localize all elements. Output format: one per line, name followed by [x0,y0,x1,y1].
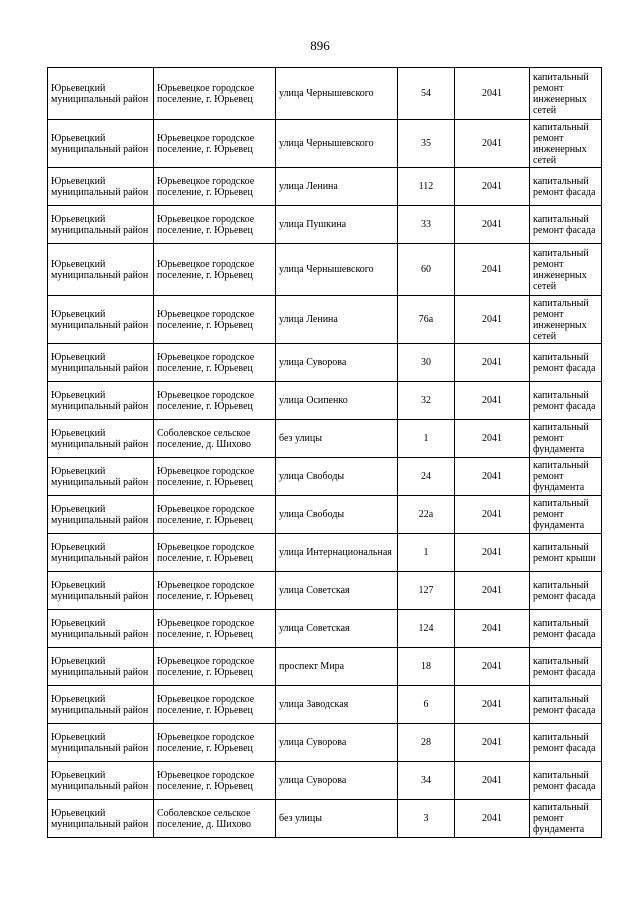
cell-settlement: Соболевское сельское поселение, д. Шихово [154,800,276,838]
table-row [48,344,602,382]
cell-settlement: Юрьевецкое городское поселение, г. Юрьевец [154,382,276,420]
cell-house-number: 54 [398,68,455,120]
table-row [48,724,602,762]
cell-settlement: Юрьевецкое городское поселение, г. Юрьевец [154,496,276,534]
cell-year: 2041 [455,296,530,344]
cell-house-number: 33 [398,206,455,244]
cell-street: улица Чернышевского [276,244,398,296]
table-row [48,496,602,534]
table-row [48,762,602,800]
cell-district: Юрьевецкий муниципальный район [48,800,154,838]
table-body [48,68,602,838]
cell-work-type: капитальный ремонт фундамента [530,458,602,496]
table-row [48,610,602,648]
cell-year: 2041 [455,686,530,724]
cell-work-type: капитальный ремонт фасада [530,686,602,724]
cell-house-number: 6 [398,686,455,724]
cell-work-type: капитальный ремонт инженерных сетей [530,68,602,120]
cell-year: 2041 [455,382,530,420]
cell-house-number: 127 [398,572,455,610]
table-row [48,120,602,168]
cell-district: Юрьевецкий муниципальный район [48,206,154,244]
cell-house-number: 124 [398,610,455,648]
cell-year: 2041 [455,458,530,496]
cell-street: улица Ленина [276,168,398,206]
cell-work-type: капитальный ремонт инженерных сетей [530,244,602,296]
cell-work-type: капитальный ремонт фасада [530,724,602,762]
cell-street: улица Свободы [276,458,398,496]
cell-district: Юрьевецкий муниципальный район [48,382,154,420]
cell-settlement: Юрьевецкое городское поселение, г. Юрьевец [154,344,276,382]
table-row [48,648,602,686]
cell-settlement: Юрьевецкое городское поселение, г. Юрьевец [154,458,276,496]
cell-district: Юрьевецкий муниципальный район [48,344,154,382]
table-row [48,168,602,206]
table-row [48,206,602,244]
table-row [48,458,602,496]
cell-work-type: капитальный ремонт инженерных сетей [530,296,602,344]
cell-year: 2041 [455,68,530,120]
cell-settlement: Юрьевецкое городское поселение, г. Юрьевец [154,168,276,206]
cell-year: 2041 [455,648,530,686]
cell-district: Юрьевецкий муниципальный район [48,420,154,458]
cell-district: Юрьевецкий муниципальный район [48,762,154,800]
cell-year: 2041 [455,206,530,244]
table-row [48,296,602,344]
cell-district: Юрьевецкий муниципальный район [48,296,154,344]
cell-street: улица Пушкина [276,206,398,244]
cell-year: 2041 [455,610,530,648]
cell-street: улица Заводская [276,686,398,724]
cell-work-type: капитальный ремонт фасада [530,168,602,206]
cell-house-number: 24 [398,458,455,496]
cell-street: улица Интернациональная [276,534,398,572]
cell-settlement: Юрьевецкое городское поселение, г. Юрьевец [154,572,276,610]
cell-house-number: 32 [398,382,455,420]
cell-work-type: капитальный ремонт фасада [530,344,602,382]
cell-settlement: Юрьевецкое городское поселение, г. Юрьевец [154,534,276,572]
cell-district: Юрьевецкий муниципальный район [48,244,154,296]
cell-work-type: капитальный ремонт фундамента [530,420,602,458]
cell-settlement: Юрьевецкое городское поселение, г. Юрьевец [154,648,276,686]
cell-settlement: Юрьевецкое городское поселение, г. Юрьевец [154,610,276,648]
cell-district: Юрьевецкий муниципальный район [48,534,154,572]
cell-house-number: 34 [398,762,455,800]
cell-work-type: капитальный ремонт фасада [530,206,602,244]
cell-year: 2041 [455,800,530,838]
table-row [48,382,602,420]
cell-district: Юрьевецкий муниципальный район [48,610,154,648]
cell-district: Юрьевецкий муниципальный район [48,724,154,762]
table-row [48,800,602,838]
cell-year: 2041 [455,724,530,762]
cell-street: улица Чернышевского [276,120,398,168]
cell-street: улица Осипенко [276,382,398,420]
cell-settlement: Юрьевецкое городское поселение, г. Юрьевец [154,120,276,168]
cell-settlement: Юрьевецкое городское поселение, г. Юрьевец [154,206,276,244]
cell-house-number: 112 [398,168,455,206]
table-row [48,68,602,120]
cell-district: Юрьевецкий муниципальный район [48,648,154,686]
table-row [48,686,602,724]
cell-street: улица Ленина [276,296,398,344]
cell-district: Юрьевецкий муниципальный район [48,120,154,168]
cell-settlement: Юрьевецкое городское поселение, г. Юрьевец [154,762,276,800]
cell-street: улица Свободы [276,496,398,534]
page-number: 896 [310,38,330,53]
cell-year: 2041 [455,344,530,382]
cell-year: 2041 [455,534,530,572]
cell-street: улица Суворова [276,724,398,762]
cell-street: улица Суворова [276,762,398,800]
cell-house-number: 18 [398,648,455,686]
cell-work-type: капитальный ремонт фасада [530,648,602,686]
cell-year: 2041 [455,572,530,610]
cell-settlement: Соболевское сельское поселение, д. Шихово [154,420,276,458]
cell-year: 2041 [455,120,530,168]
cell-district: Юрьевецкий муниципальный район [48,68,154,120]
cell-settlement: Юрьевецкое городское поселение, г. Юрьевец [154,686,276,724]
cell-house-number: 3 [398,800,455,838]
cell-house-number: 28 [398,724,455,762]
table-row [48,420,602,458]
cell-settlement: Юрьевецкое городское поселение, г. Юрьевец [154,68,276,120]
cell-house-number: 76а [398,296,455,344]
cell-street: улица Суворова [276,344,398,382]
cell-district: Юрьевецкий муниципальный район [48,458,154,496]
cell-street: без улицы [276,800,398,838]
table-row [48,534,602,572]
cell-district: Юрьевецкий муниципальный район [48,496,154,534]
cell-house-number: 30 [398,344,455,382]
cell-year: 2041 [455,496,530,534]
cell-district: Юрьевецкий муниципальный район [48,572,154,610]
cell-work-type: капитальный ремонт фундамента [530,496,602,534]
cell-year: 2041 [455,420,530,458]
cell-house-number: 1 [398,420,455,458]
cell-house-number: 22а [398,496,455,534]
cell-house-number: 1 [398,534,455,572]
cell-work-type: капитальный ремонт фасада [530,572,602,610]
cell-work-type: капитальный ремонт фасада [530,762,602,800]
cell-settlement: Юрьевецкое городское поселение, г. Юрьевец [154,244,276,296]
cell-work-type: капитальный ремонт крыши [530,534,602,572]
cell-house-number: 60 [398,244,455,296]
cell-year: 2041 [455,244,530,296]
cell-work-type: капитальный ремонт фундамента [530,800,602,838]
capital-repair-table [47,67,602,838]
cell-street: улица Советская [276,572,398,610]
cell-year: 2041 [455,762,530,800]
cell-year: 2041 [455,168,530,206]
cell-work-type: капитальный ремонт фасада [530,382,602,420]
cell-street: улица Советская [276,610,398,648]
cell-street: без улицы [276,420,398,458]
cell-street: улица Чернышевского [276,68,398,120]
cell-house-number: 35 [398,120,455,168]
cell-street: проспект Мира [276,648,398,686]
cell-work-type: капитальный ремонт инженерных сетей [530,120,602,168]
cell-settlement: Юрьевецкое городское поселение, г. Юрьевец [154,724,276,762]
cell-work-type: капитальный ремонт фасада [530,610,602,648]
table-row [48,244,602,296]
table-row [48,572,602,610]
cell-settlement: Юрьевецкое городское поселение, г. Юрьевец [154,296,276,344]
cell-district: Юрьевецкий муниципальный район [48,168,154,206]
cell-district: Юрьевецкий муниципальный район [48,686,154,724]
